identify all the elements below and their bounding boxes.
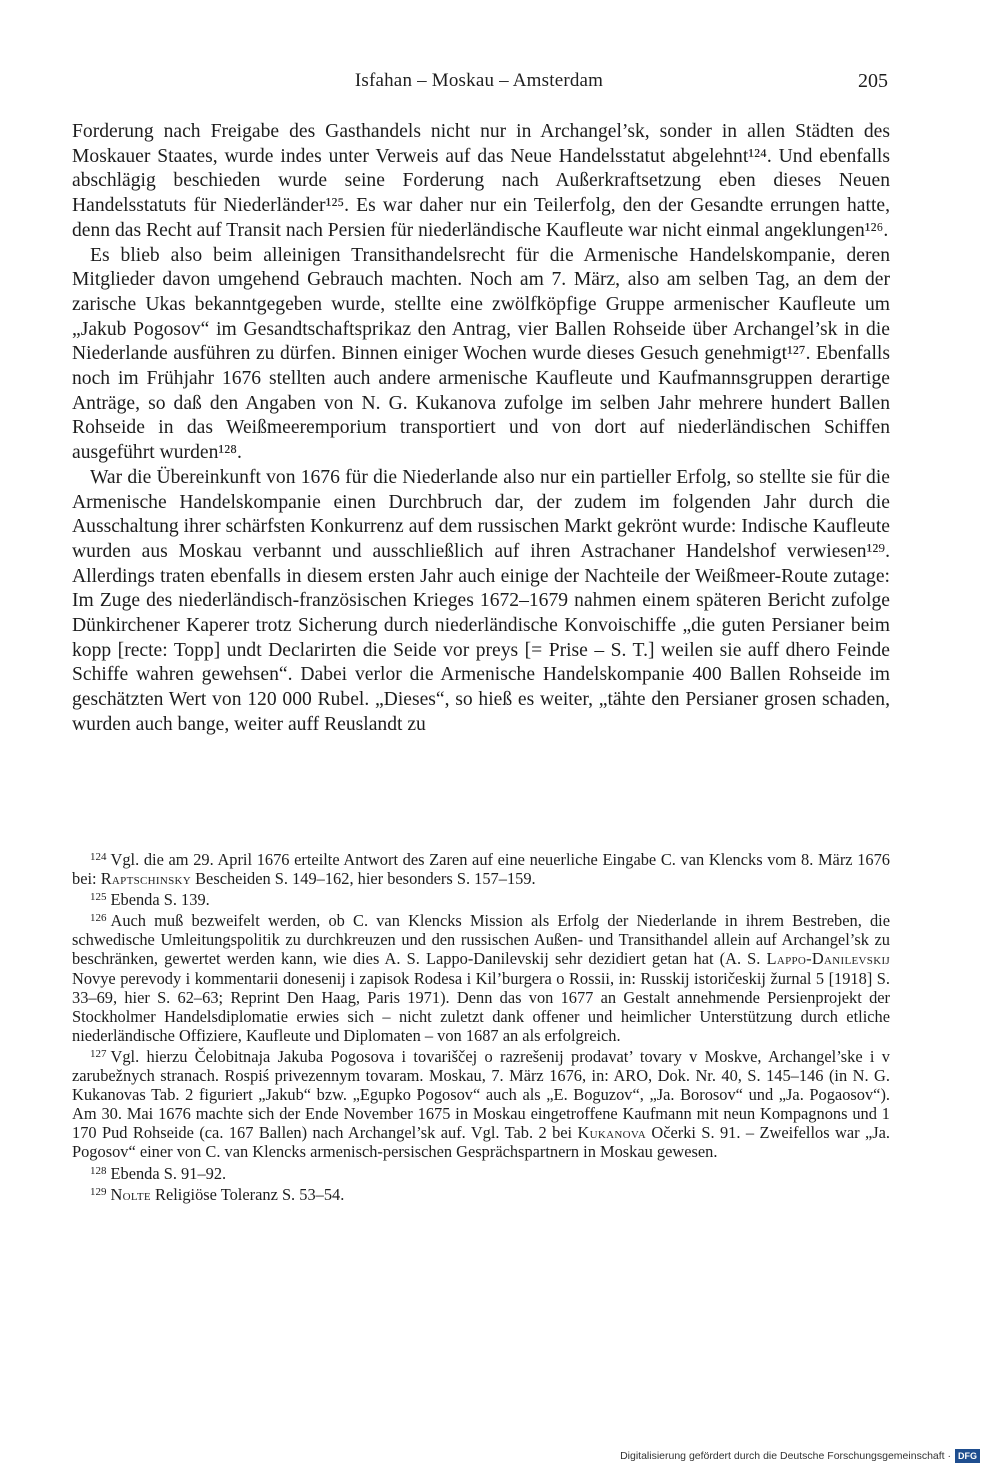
paragraph: Es blieb also beim alleinigen Transithandelsrecht für die Armenische Handelskompanie, deren Mitglieder davon umgehend Gebrauch machten. Noch am 7. März, also am selben Tag, an dem der zarische Ukas bekanntgegeben wurde, stellte eine zwölfköpfige Gruppe armenischer Kaufleute um „Jakub Pogosov“ im Gesandtschaftsprikaz den Antrag, vier Ballen Rohseide über Archangel’sk in die Niederlande ausführen zu dürfen. Binnen einiger Wochen wurde dieses Gesuch genehmigt¹²⁷. Ebenfalls noch im Frühjahr 1676 stellten auch andere armenische Kaufleute und Kaufmannsgruppen derartige Anträge, so daß den Angaben von N. G. Kukanova zufolge im selben Jahr mehrere hundert Ballen Rohseide in das Weißmeeremporium transportiert und von dort auf niederländischen Schiffen ausgeführt wurden¹²⁸.	[72, 244, 890, 464]
footnote-number: 127	[90, 1047, 107, 1060]
footnote	[72, 1045, 890, 1162]
footnote-text: Vgl. die am 29. April 1676 erteilte Antwort des Zaren auf eine neuerliche Eingabe C. van Klencks vom 8. März 1676 bei:	[72, 850, 890, 889]
footnotes	[72, 848, 890, 1204]
footnote-number: 126	[90, 912, 107, 925]
footnote-author: Nolte	[110, 1184, 151, 1204]
footnote-text: Novye perevody i kommentarii donesenij i zapisok Rodesa i Kil’burgera o Rossii, in: Russkij istoričeskij žurnal 5 [1918] S. 33–69, hier S. 62–63; Reprint Den Haag, Paris 1971). Denn das von 1677 an Gestalt annehmende Persienprojekt der Stockholmer Handelsdiplomatie erwies sich – nicht zuletzt dank offener und heimlicher Unterstützung durch etliche niederländische Offiziere, Kaufleute und Diplomaten – von 1687 an als erfolgreich.	[72, 968, 890, 1045]
digitization-credit	[620, 1449, 980, 1463]
page-header	[70, 70, 888, 100]
main-text	[72, 120, 890, 738]
footnote-number: 129	[90, 1185, 107, 1198]
footnote	[72, 848, 890, 888]
footnote-number: 124	[90, 851, 107, 863]
footnote-number: 125	[90, 891, 107, 904]
footnote	[72, 1162, 890, 1183]
paragraph: Forderung nach Freigabe des Gasthandels nicht nur in Archangel’sk, sonder in allen Städten des Moskauer Staates, wurde indes unter Verweis auf das Neue Handelsstatut abgelehnt¹²⁴. Und ebenfalls abschlägig beschieden wurde seine Forderung nach Außerkraftsetzung eben dieses Neuen Handelsstatuts für Niederländer¹²⁵. Es war daher nur ein Teilerfolg, den der Gesandte errungen hatte, denn das Recht auf Transit nach Persien für niederländische Kaufleute war nicht einmal angeklungen¹²⁶.	[72, 121, 890, 241]
footnote	[72, 888, 890, 909]
page-number: 205	[858, 70, 888, 92]
footnote-author: Lappo-Danilevskij	[766, 949, 890, 969]
footnote	[72, 1183, 890, 1204]
footnote-text: Ebenda S. 139.	[110, 890, 210, 910]
footnote-text: Očerki S. 91. – Zweifellos war „Ja. Pogosov“ einer von C. van Klencks armenisch-persischen Gesprächspartnern in Moskau gewesen.	[72, 1123, 890, 1162]
running-head: Isfahan – Moskau – Amsterdam	[354, 70, 604, 91]
footnote-text: Ebenda S. 91–92.	[110, 1163, 227, 1183]
footnote-author: Raptschinsky	[100, 869, 192, 889]
credit-text: Digitalisierung gefördert durch die Deutsche Forschungsgemeinschaft ·	[620, 1450, 951, 1462]
footnote-author: Kukanova	[577, 1123, 646, 1143]
dfg-logo: DFG	[955, 1449, 980, 1463]
footnote-text: Religiöse Toleranz S. 53–54.	[150, 1184, 345, 1204]
footnote-text: Bescheiden S. 149–162, hier besonders S. 157–159.	[191, 869, 536, 889]
footnote-text: Auch muß bezweifelt werden, ob C. van Klencks Mission als Erfolg der Niederlande in ihrem Bestreben, die schwedische Umleitungspolitik zu durchkreuzen und den russischen Außen- und Transithandel allein auf Archangel’sk zu beschränken, gewertet werden kann, wie dies A. S. Lappo-Danilevskij sehr dezidiert getan hat (A. S.	[72, 911, 890, 969]
footnote-number: 128	[90, 1164, 107, 1177]
footnote	[72, 909, 890, 1045]
footnote-text: Vgl. hierzu Čelobitnaja Jakuba Pogosova i tovariščej o razrešenij prodavat’ tovary v Moskve, Archangel’ske i v zarubežnych stranach. Rospiś privezennym tovaram. Moskau, 7. März 1676, in: ARO, Dok. Nr. 40, S. 145–146 (in N. G. Kukanovas Tab. 2 figuriert „Jakub“ bzw. „Egupko Pogosov“ auch als „E. Boguzov“, „Ja. Borosov“ und „Ja. Pogaosov“). Am 30. Mai 1676 machte sich der Ende November 1675 in Moskau eingetroffene Kaufmann mit neun Kompagnons und 1 170 Pud Rohseide (ca. 167 Ballen) nach Archangel’sk auf. Vgl. Tab. 2 bei	[72, 1046, 890, 1143]
paragraph: War die Übereinkunft von 1676 für die Niederlande also nur ein partieller Erfolg, so stellte sie für die Armenische Handelskompanie einen Durchbruch dar, der zudem im folgenden Jahr durch die Ausschaltung ihrer schärfsten Konkurrenz auf dem russischen Markt gekrönt wurde: Indische Kaufleute wurden aus Moskau verbannt und ausschließlich auf ihren Astrachaner Handelshof verwiesen¹²⁹. Allerdings traten ebenfalls in diesem ersten Jahr auch einige der Nachteile der Weißmeer-Route zutage: Im Zuge des niederländisch-französischen Krieges 1672–1679 nahmen einem späteren Bericht zufolge Dünkirchener Kaperer trotz Sicherung durch niederländische Konvoischiffe „die guten Persianer beim kopp [recte: Topp] undt Declarirten die Seide vor preys [= Prise – S. T.] weilen sie auff dhero Feinde Schiffe wahren gewehsen“. Dabei verlor die Armenische Handelskompanie 400 Ballen Rohseide im geschätzten Wert von 120 000 Rubel. „Dieses“, so hieß es weiter, „tähte den Persianer grosen schaden, wurden auch bange, weiter auff Reuslandt zu	[72, 466, 890, 735]
